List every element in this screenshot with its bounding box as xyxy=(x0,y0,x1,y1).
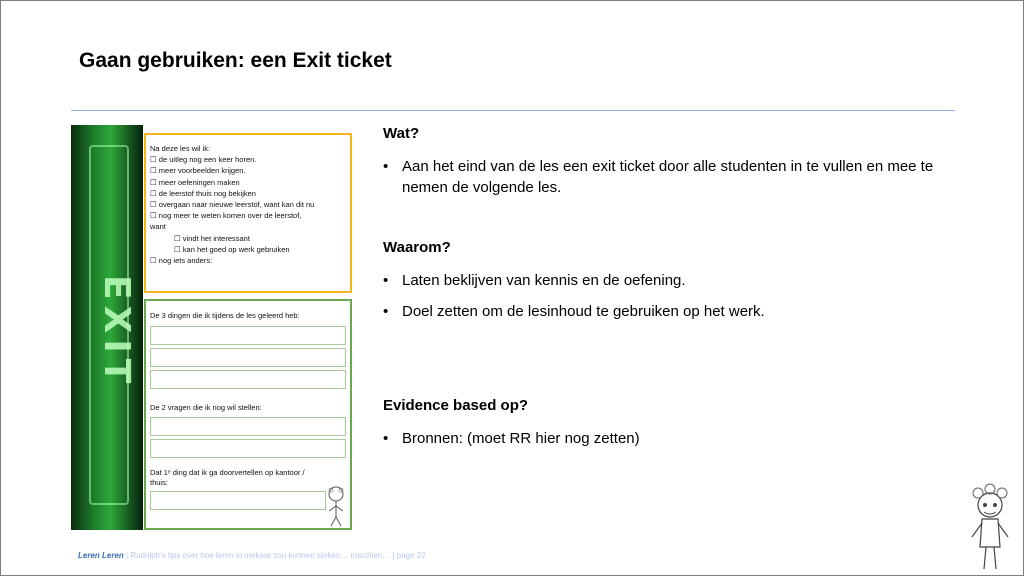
heading-wat: Wat? xyxy=(383,125,420,142)
answer-field xyxy=(150,417,346,436)
heading-evidence: Evidence based op? xyxy=(383,397,529,414)
bullet-icon: • xyxy=(383,303,389,320)
checklist-sub-option: ☐ vindt het interessant xyxy=(174,233,250,243)
answer-field xyxy=(150,439,346,458)
bullet-text: Aan het eind van de les een exit ticket door alle studenten in te vullen en mee te nemen de volgende les. xyxy=(402,158,934,196)
footer-brand: Leren Leren xyxy=(78,551,124,560)
bullet-item xyxy=(383,301,963,322)
checklist-other: ☐ nog iets anders: xyxy=(150,256,213,266)
question-ask: De 2 vragen die ik nog wil stellen: xyxy=(150,403,262,412)
checklist-option: ☐ nog meer te weten komen over de leerstof, xyxy=(150,211,302,221)
exit-ticket-questions xyxy=(144,299,352,530)
exit-sign-photo xyxy=(71,125,143,530)
checklist-option: want xyxy=(150,222,166,232)
question-share-line: thuis: xyxy=(150,478,168,487)
exit-sign-text: EXIT xyxy=(96,275,137,390)
question-share-line: Dat 1ᵉ ding dat ik ga doorvertellen op kantoor / xyxy=(150,468,305,477)
exit-ticket-checklist xyxy=(144,133,352,293)
bullet-icon: • xyxy=(383,272,389,289)
footer-text: | Rudolph's tips over hoe leren in mekaar zou kunnen steken… mischien… | page 22 xyxy=(126,551,426,560)
thinking-figure-small-icon xyxy=(322,485,350,527)
checklist-option: ☐ meer oefeningen maken xyxy=(150,177,240,187)
section-evidence xyxy=(383,397,963,459)
bullet-text: Bronnen: (moet RR hier nog zetten) xyxy=(402,430,640,447)
heading-waarom: Waarom? xyxy=(383,239,451,256)
answer-field xyxy=(150,491,326,510)
answer-field xyxy=(150,370,346,389)
bullet-item xyxy=(383,156,963,198)
checklist-sub-option: ☐ kan het goed op werk gebruiken xyxy=(174,244,290,254)
question-learned: De 3 dingen die ik tijdens de les geleerd heb: xyxy=(150,311,300,320)
bullet-icon: • xyxy=(383,430,389,447)
section-wat xyxy=(383,125,963,208)
title-divider xyxy=(71,110,955,111)
answer-field xyxy=(150,326,346,345)
bullet-item xyxy=(383,270,963,291)
answer-field xyxy=(150,348,346,367)
checklist-option: ☐ de uitleg nog een keer horen. xyxy=(150,155,257,165)
question-share xyxy=(150,468,346,488)
bullet-item xyxy=(383,428,963,449)
bullet-icon: • xyxy=(383,158,389,175)
bullet-text: Laten beklijven van kennis en de oefening. xyxy=(402,272,686,289)
slide-title: Gaan gebruiken: een Exit ticket xyxy=(79,49,392,72)
thinking-figure-icon xyxy=(964,483,1016,571)
checklist-option: ☐ de leerstof thuis nog bekijken xyxy=(150,188,256,198)
checklist-option: ☐ overgaan naar nieuwe leerstof, want kan dit nu xyxy=(150,200,315,210)
slide-footer xyxy=(78,551,426,560)
checklist-option: ☐ meer voorbeelden krijgen. xyxy=(150,166,246,176)
bullet-text: Doel zetten om de lesinhoud te gebruiken op het werk. xyxy=(402,303,765,320)
section-waarom xyxy=(383,239,963,332)
checklist-intro: Na deze les wil ik: xyxy=(150,144,211,153)
